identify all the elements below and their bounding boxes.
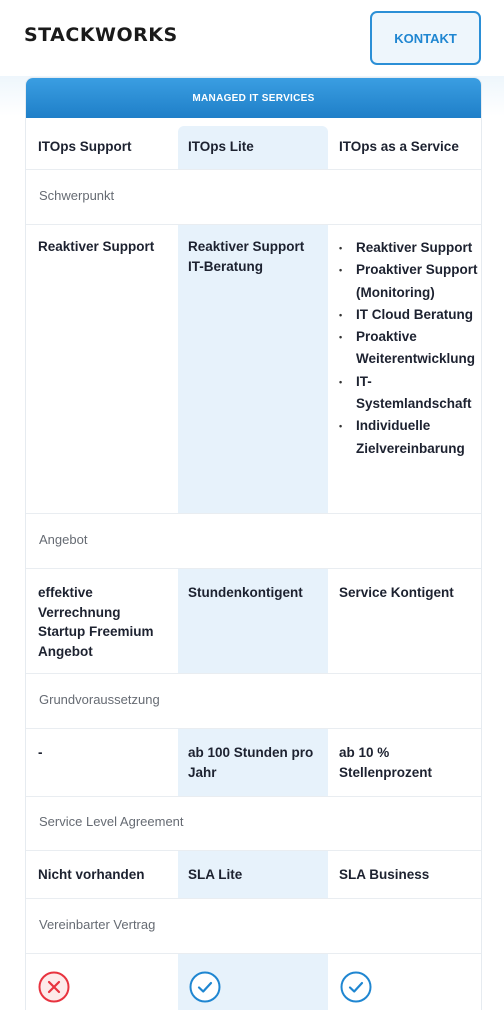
section-row-vertrag bbox=[26, 898, 481, 953]
cell-lite: ab 100 Stunden pro Jahr bbox=[188, 745, 314, 780]
cell-lite-line: Reaktiver Support bbox=[188, 239, 305, 254]
stackworks-logo[interactable]: STACKWORKS bbox=[24, 24, 178, 46]
section-label: Angebot bbox=[39, 532, 88, 547]
section-row-schwerpunkt bbox=[26, 169, 481, 224]
kontakt-button[interactable]: KONTAKT bbox=[370, 11, 481, 65]
cell-support: Nicht vorhanden bbox=[38, 867, 145, 882]
table-banner: MANAGED IT SERVICES bbox=[26, 78, 481, 118]
section-label: Schwerpunkt bbox=[39, 188, 115, 203]
site-header bbox=[0, 0, 504, 76]
section-row-sla bbox=[26, 796, 481, 850]
column-header-service: ITOps as a Service bbox=[339, 139, 459, 154]
cell-lite: SLA Lite bbox=[188, 867, 243, 882]
list-item: • Proaktive Weiterentwicklung bbox=[339, 326, 479, 371]
table-row-sla bbox=[26, 850, 481, 898]
table-row-grundvoraussetzung bbox=[26, 728, 481, 796]
list-item: • IT Cloud Beratung bbox=[339, 304, 479, 326]
section-label: Vereinbarter Vertrag bbox=[39, 917, 156, 932]
cell-service: SLA Business bbox=[339, 867, 430, 882]
cell-support: - bbox=[38, 745, 43, 760]
cell-lite-line: IT-Beratung bbox=[188, 258, 264, 274]
section-row-grundvoraussetzung bbox=[26, 673, 481, 728]
check-circle-icon bbox=[340, 971, 372, 1003]
cell-support: effektive Verrechnung Startup Freemium Angebot bbox=[38, 585, 154, 659]
table-row-schwerpunkt bbox=[26, 224, 481, 513]
column-header-lite: ITOps Lite bbox=[188, 139, 254, 154]
table-row-vertrag bbox=[26, 953, 481, 1010]
list-item: • IT-Systemlandschaft bbox=[339, 371, 479, 416]
cell-lite: Stundenkontigent bbox=[188, 585, 303, 600]
cell-service bbox=[339, 237, 479, 460]
list-item: • Reaktiver Support bbox=[339, 237, 479, 259]
cell-lite bbox=[188, 237, 320, 276]
x-circle-icon bbox=[38, 971, 70, 1003]
pricing-table bbox=[26, 78, 481, 1010]
table-row-angebot bbox=[26, 568, 481, 673]
check-circle-icon bbox=[189, 971, 221, 1003]
column-header-support: ITOps Support bbox=[38, 139, 132, 154]
list-item: • Proaktiver Support (Monitoring) bbox=[339, 259, 479, 304]
cell-service: Service Kontigent bbox=[339, 585, 454, 600]
list-item: • Individuelle Zielvereinbarung bbox=[339, 415, 479, 460]
section-label: Grundvoraussetzung bbox=[39, 692, 160, 707]
cell-support: Reaktiver Support bbox=[38, 239, 155, 254]
cell-service: ab 10 % Stellenprozent bbox=[339, 745, 433, 780]
section-label: Service Level Agreement bbox=[39, 814, 184, 829]
column-header-row bbox=[26, 126, 481, 168]
service-bullet-list bbox=[339, 237, 479, 460]
section-row-angebot bbox=[26, 513, 481, 568]
